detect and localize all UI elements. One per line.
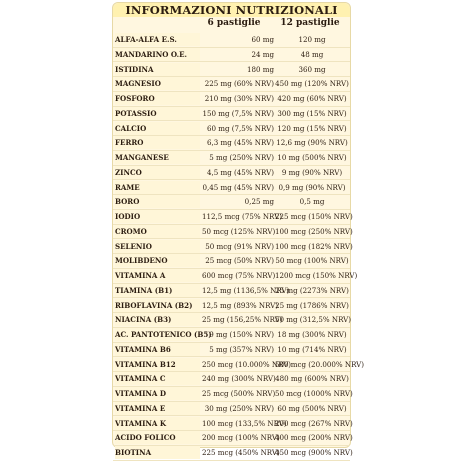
value-12-tablets: 25 mg (1786% NRV) <box>275 300 349 310</box>
nutrient-name: VITAMINA K <box>115 417 200 430</box>
nutrient-name: ISTIDINA <box>115 63 200 76</box>
value-6-tablets: 100 mcg (133,5% NRV) <box>202 418 287 428</box>
value-12-tablets: 60 mg (500% NRV) <box>277 403 347 413</box>
value-6-tablets: 6,3 mg (45% NRV) <box>206 138 274 148</box>
table-title: INFORMAZIONI NUTRIZIONALI <box>113 3 350 17</box>
table-row <box>113 254 350 269</box>
value-6-tablets: 225 mcg (450% NRV) <box>202 448 280 457</box>
table-row <box>113 328 350 343</box>
table-row <box>113 122 350 137</box>
value-6-tablets: 0,45 mg (45% NRV) <box>202 182 274 192</box>
value-6-tablets: 4,5 mg (45% NRV) <box>206 167 274 177</box>
nutrient-name: MANDARINO O.E. <box>115 48 200 61</box>
value-12-tablets: 120 mg (15% NRV) <box>277 123 347 133</box>
table-row <box>113 151 350 166</box>
value-6-tablets: 0,25 mg <box>244 197 274 207</box>
nutrient-name: TIAMINA (B1) <box>115 284 200 297</box>
value-12-tablets: 500 mcg (20.000% NRV) <box>275 359 365 369</box>
value-6-tablets: 50 mcg (125% NRV) <box>202 226 276 236</box>
row-divider <box>113 460 350 461</box>
nutrient-name: MOLIBDENO <box>115 254 200 267</box>
value-6-tablets: 60 mg <box>251 35 274 44</box>
table-row <box>113 240 353 255</box>
value-12-tablets: 100 mcg (182% NRV) <box>275 241 353 251</box>
table-row <box>113 225 353 240</box>
value-6-tablets: 25 mcg (50% NRV) <box>205 256 274 266</box>
nutrient-name: IODIO <box>115 210 200 223</box>
table-row <box>113 446 353 461</box>
value-6-tablets: 150 mg (7,5% NRV) <box>202 108 274 118</box>
table-row <box>113 343 350 358</box>
nutrient-name: POTASSIO <box>115 107 200 120</box>
value-6-tablets: 250 mcg (10.000% NRV) <box>202 359 292 369</box>
table-row <box>113 313 350 328</box>
table-row <box>113 299 350 314</box>
nutrient-name: VITAMINA C <box>115 372 200 385</box>
table-row <box>113 181 350 196</box>
table-row <box>113 431 353 446</box>
value-12-tablets: 450 mcg (900% NRV) <box>275 448 353 457</box>
table-row <box>113 33 350 48</box>
table-row <box>113 387 353 402</box>
nutrient-name: CROMO <box>115 225 200 238</box>
table-row <box>113 107 350 122</box>
nutrient-name: ZINCO <box>115 166 200 179</box>
value-12-tablets: 120 mg <box>298 35 326 44</box>
value-12-tablets: 420 mg (60% NRV) <box>277 94 347 103</box>
nutrient-name: SELENIO <box>115 240 200 253</box>
nutrient-name: FOSFORO <box>115 92 200 105</box>
column-header-6: 6 pastiglie <box>207 18 261 28</box>
table-row <box>113 166 350 181</box>
value-12-tablets: 48 mg <box>300 49 324 59</box>
nutrient-name: BORO <box>115 195 200 208</box>
table-row <box>113 210 353 225</box>
table-row <box>113 358 365 373</box>
table-row <box>113 417 353 432</box>
value-6-tablets: 12,5 mg (1136,5% NRV) <box>202 285 290 295</box>
value-12-tablets: 480 mg (600% NRV) <box>275 374 349 384</box>
value-12-tablets: 360 mg <box>298 64 326 74</box>
nutrient-name: CALCIO <box>115 122 200 135</box>
value-6-tablets: 5 mg (250% NRV) <box>209 153 274 162</box>
value-6-tablets: 112,5 mcg (75% NRV) <box>202 212 283 221</box>
nutrient-name: VITAMINA B12 <box>115 358 200 371</box>
value-12-tablets: 300 mg (15% NRV) <box>277 108 347 118</box>
nutrient-name: RAME <box>115 181 200 194</box>
nutrient-name: VITAMINA A <box>115 269 200 282</box>
value-12-tablets: 450 mg (120% NRV) <box>275 79 349 89</box>
value-6-tablets: 30 mg (250% NRV) <box>204 403 274 413</box>
value-6-tablets: 12,5 mg (893% NRV) <box>202 300 279 310</box>
nutrient-name: ALFA-ALFA E.S. <box>115 33 200 46</box>
nutrient-name: AC. PANTOTENICO (B5) <box>115 330 212 339</box>
nutrient-name: MANGANESE <box>115 151 200 164</box>
value-6-tablets: 25 mcg (500% NRV) <box>202 389 276 398</box>
value-6-tablets: 9 mg (150% NRV) <box>209 330 274 339</box>
nutrient-name: NIACINA (B3) <box>115 313 200 326</box>
value-6-tablets: 5 mg (357% NRV) <box>209 344 274 354</box>
value-6-tablets: 180 mg <box>246 64 274 74</box>
nutrient-name: VITAMINA B6 <box>115 343 200 356</box>
nutrition-panel <box>112 2 365 457</box>
table-row <box>113 77 350 92</box>
nutrient-name: BIOTINA <box>115 446 200 459</box>
value-6-tablets: 225 mg (60% NRV) <box>204 79 274 89</box>
value-12-tablets: 50 mg (312,5% NRV) <box>275 315 352 325</box>
value-12-tablets: 0,9 mg (90% NRV) <box>278 182 346 192</box>
value-12-tablets: 10 mg (714% NRV) <box>277 344 347 354</box>
value-6-tablets: 50 mcg (91% NRV) <box>205 241 274 251</box>
value-6-tablets: 200 mcg (100% NRV) <box>202 433 280 443</box>
nutrient-name: FERRO <box>115 136 200 149</box>
table-row <box>113 269 358 284</box>
nutrient-rows <box>113 33 365 461</box>
nutrient-name: VITAMINA E <box>115 402 200 415</box>
value-12-tablets: 400 mcg (200% NRV) <box>275 433 353 443</box>
table-row <box>113 195 350 210</box>
value-6-tablets: 60 mg (7,5% NRV) <box>206 123 274 133</box>
value-6-tablets: 240 mg (300% NRV) <box>202 374 276 384</box>
value-12-tablets: 100 mcg (250% NRV) <box>275 226 353 236</box>
nutrient-name: MAGNESIO <box>115 77 200 90</box>
table-row <box>113 48 350 63</box>
value-6-tablets: 210 mg (30% NRV) <box>204 94 274 103</box>
table-row <box>113 136 350 151</box>
table-row <box>113 63 350 78</box>
nutrient-name: ACIDO FOLICO <box>115 431 200 444</box>
value-12-tablets: 25 mg (2273% NRV) <box>275 285 349 295</box>
nutrient-name: RIBOFLAVINA (B2) <box>115 299 200 312</box>
value-12-tablets: 50 mcg (1000% NRV) <box>275 389 353 398</box>
value-6-tablets: 600 mcg (75% NRV) <box>202 271 276 280</box>
value-12-tablets: 1200 mcg (150% NRV) <box>275 271 358 280</box>
table-row <box>113 92 350 107</box>
nutrient-name: VITAMINA D <box>115 387 200 400</box>
value-12-tablets: 0,5 mg <box>299 197 325 207</box>
column-header-12: 12 pastiglie <box>280 18 340 28</box>
value-6-tablets: 24 mg <box>251 49 274 59</box>
value-12-tablets: 9 mg (90% NRV) <box>281 167 343 177</box>
value-12-tablets: 200 mcg (267% NRV) <box>275 418 353 428</box>
value-12-tablets: 50 mcg (100% NRV) <box>275 256 349 266</box>
value-12-tablets: 225 mcg (150% NRV) <box>275 212 353 221</box>
table-row <box>113 284 350 299</box>
table-row <box>113 372 350 387</box>
value-12-tablets: 10 mg (500% NRV) <box>277 153 347 162</box>
table-row <box>113 402 350 417</box>
value-12-tablets: 18 mg (300% NRV) <box>277 330 347 339</box>
value-12-tablets: 12,6 mg (90% NRV) <box>276 138 348 148</box>
value-6-tablets: 25 mg (156,25% NRV) <box>202 315 283 325</box>
column-headers <box>113 17 350 29</box>
